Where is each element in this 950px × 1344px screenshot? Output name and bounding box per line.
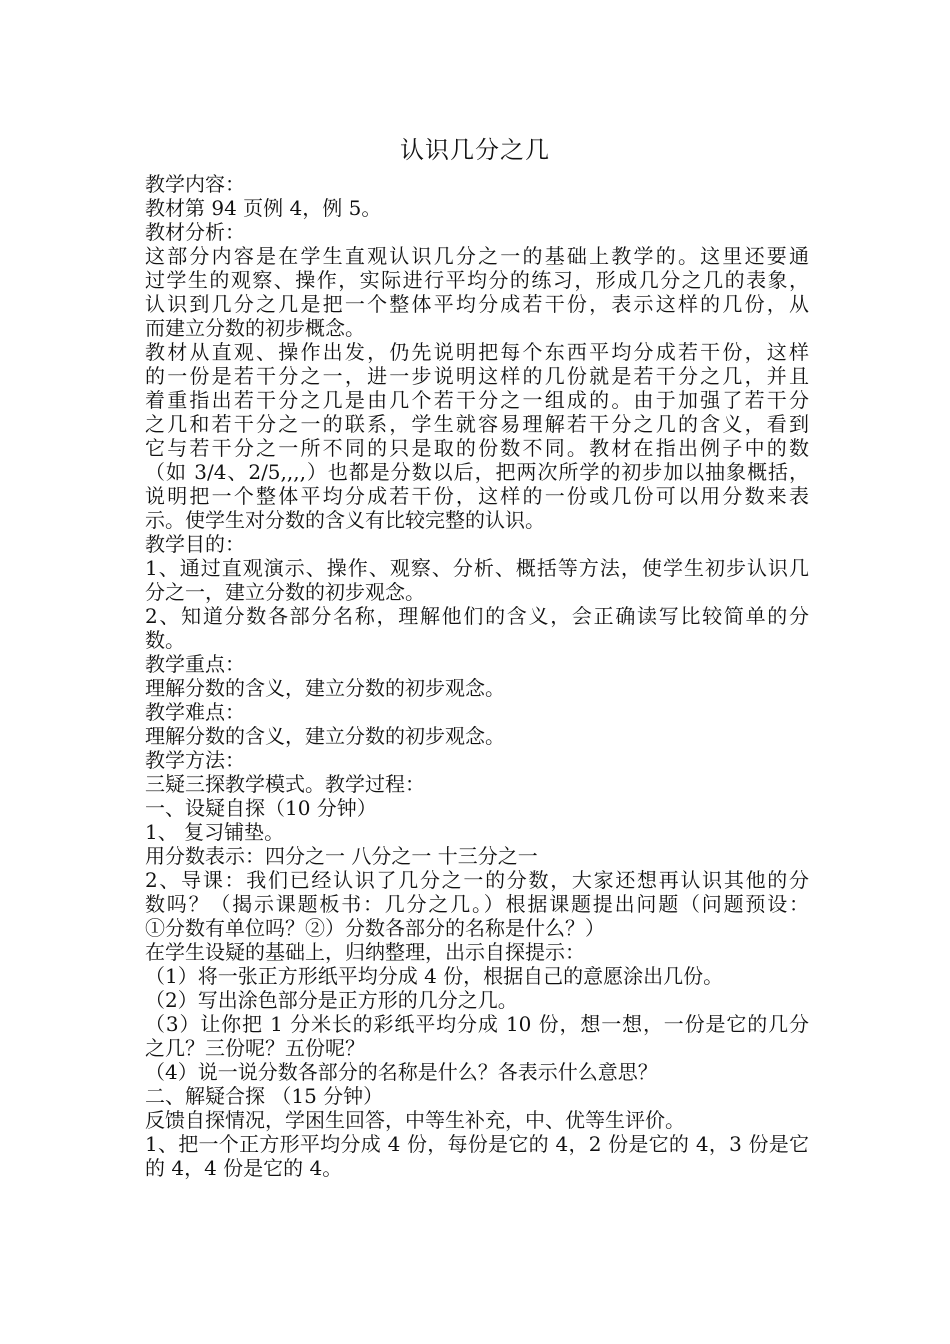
text-line: 2、导课：我们已经认识了几分之一的分数，大家还想再认识其他的分 bbox=[145, 868, 809, 892]
document-body bbox=[145, 172, 809, 1180]
text-line: 反馈自探情况，学困生回答，中等生补充，中、优等生评价。 bbox=[145, 1108, 685, 1132]
text-line: 这部分内容是在学生直观认识几分之一的基础上教学的。这里还要通 bbox=[145, 244, 809, 268]
p-analysis-2 bbox=[145, 340, 809, 532]
text-line: 1、把一个正方形平均分成 4 份，每份是它的 4，2 份是它的 4，3 份是它 bbox=[145, 1132, 809, 1156]
text-line: 2、知道分数各部分名称，理解他们的含义，会正确读写比较简单的分 bbox=[145, 604, 809, 628]
text-line: 在学生设疑的基础上，归纳整理，出示自探提示： bbox=[145, 940, 585, 964]
text-line: 数。 bbox=[145, 628, 185, 652]
text-line: 的 4，4 份是它的 4。 bbox=[145, 1156, 343, 1180]
text-line: 之几和若干分之一的联系，学生就容易理解若干分之几的含义，看到 bbox=[145, 412, 809, 436]
p-summary bbox=[145, 940, 809, 964]
text-line: 之几？三份呢？五份呢？ bbox=[145, 1036, 365, 1060]
p-hint-3 bbox=[145, 1012, 809, 1060]
p-analysis-1 bbox=[145, 244, 809, 340]
text-line: 数吗？（揭示课题板书：几分之几。）根据课题提出问题（问题预设： bbox=[145, 892, 809, 916]
p-difficulty bbox=[145, 724, 809, 748]
p-difficulty-heading bbox=[145, 700, 809, 724]
text-line: 三疑三探教学模式。教学过程： bbox=[145, 772, 425, 796]
text-line: 教材分析： bbox=[145, 220, 245, 244]
p-method bbox=[145, 772, 809, 796]
document-title: 认识几分之几 bbox=[400, 136, 550, 164]
text-line: 着重指出若干分之几是由几个若干分之一组成的。由于加强了若干分 bbox=[145, 388, 809, 412]
text-line: 而建立分数的初步概念。 bbox=[145, 316, 365, 340]
p-content bbox=[145, 196, 809, 220]
p-key-heading bbox=[145, 652, 809, 676]
p-content-heading bbox=[145, 172, 809, 196]
p-hint-4 bbox=[145, 1060, 809, 1084]
p-review bbox=[145, 820, 809, 844]
text-line: 用分数表示：四分之一 八分之一 十三分之一 bbox=[145, 844, 538, 868]
p-represent bbox=[145, 844, 809, 868]
p-analysis-heading bbox=[145, 220, 809, 244]
text-line: 一、设疑自探（10 分钟） bbox=[145, 796, 377, 820]
text-line: （3）让你把 1 分米长的彩纸平均分成 10 份，想一想，一份是它的几分 bbox=[145, 1012, 809, 1036]
text-line: （2）写出涂色部分是正方形的几分之几。 bbox=[145, 988, 518, 1012]
text-line: 教材从直观、操作出发，仍先说明把每个东西平均分成若干份，这样 bbox=[145, 340, 809, 364]
text-line: 教学重点： bbox=[145, 652, 245, 676]
text-line: 的一份是若干分之一，进一步说明这样的几份就是若干分之几，并且 bbox=[145, 364, 809, 388]
p-hint-1 bbox=[145, 964, 809, 988]
text-line: （如 3/4、2/5,,,,）也都是分数以后，把两次所学的初步加以抽象概括， bbox=[145, 460, 809, 484]
text-line: 教材第 94 页例 4，例 5。 bbox=[145, 196, 382, 220]
p-feedback bbox=[145, 1108, 809, 1132]
text-line: 教学内容： bbox=[145, 172, 245, 196]
text-line: （4）说一说分数各部分的名称是什么？各表示什么意思？ bbox=[145, 1060, 658, 1084]
text-line: 它与若干分之一所不同的只是取的份数不同。教材在指出例子中的数 bbox=[145, 436, 809, 460]
text-line: 1、 复习铺垫。 bbox=[145, 820, 285, 844]
text-line: 教学难点： bbox=[145, 700, 245, 724]
p-method-heading bbox=[145, 748, 809, 772]
p-goal-1 bbox=[145, 556, 809, 604]
p-key bbox=[145, 676, 809, 700]
text-line: （1）将一张正方形纸平均分成 4 份，根据自己的意愿涂出几份。 bbox=[145, 964, 724, 988]
p-hint-2 bbox=[145, 988, 809, 1012]
text-line: 说明把一个整体平均分成若干份，这样的一份或几份可以用分数来表 bbox=[145, 484, 809, 508]
text-line: 过学生的观察、操作，实际进行平均分的练习，形成几分之几的表象， bbox=[145, 268, 809, 292]
text-line: 二、解疑合探 （15 分钟） bbox=[145, 1084, 384, 1108]
p-goals-heading bbox=[145, 532, 809, 556]
p-example bbox=[145, 1132, 809, 1180]
p-stage-2 bbox=[145, 1084, 809, 1108]
text-line: 理解分数的含义，建立分数的初步观念。 bbox=[145, 676, 505, 700]
p-intro bbox=[145, 868, 809, 940]
p-goal-2 bbox=[145, 604, 809, 652]
text-line: 分之一，建立分数的初步观念。 bbox=[145, 580, 425, 604]
text-line: 示。使学生对分数的含义有比较完整的认识。 bbox=[145, 508, 545, 532]
text-line: 认识到几分之几是把一个整体平均分成若干份，表示这样的几份，从 bbox=[145, 292, 809, 316]
text-line: 教学目的： bbox=[145, 532, 245, 556]
p-stage-1 bbox=[145, 796, 809, 820]
text-line: 教学方法： bbox=[145, 748, 245, 772]
text-line: ①分数有单位吗？②）分数各部分的名称是什么？） bbox=[145, 916, 605, 940]
text-line: 理解分数的含义，建立分数的初步观念。 bbox=[145, 724, 505, 748]
text-line: 1、通过直观演示、操作、观察、分析、概括等方法，使学生初步认识几 bbox=[145, 556, 809, 580]
